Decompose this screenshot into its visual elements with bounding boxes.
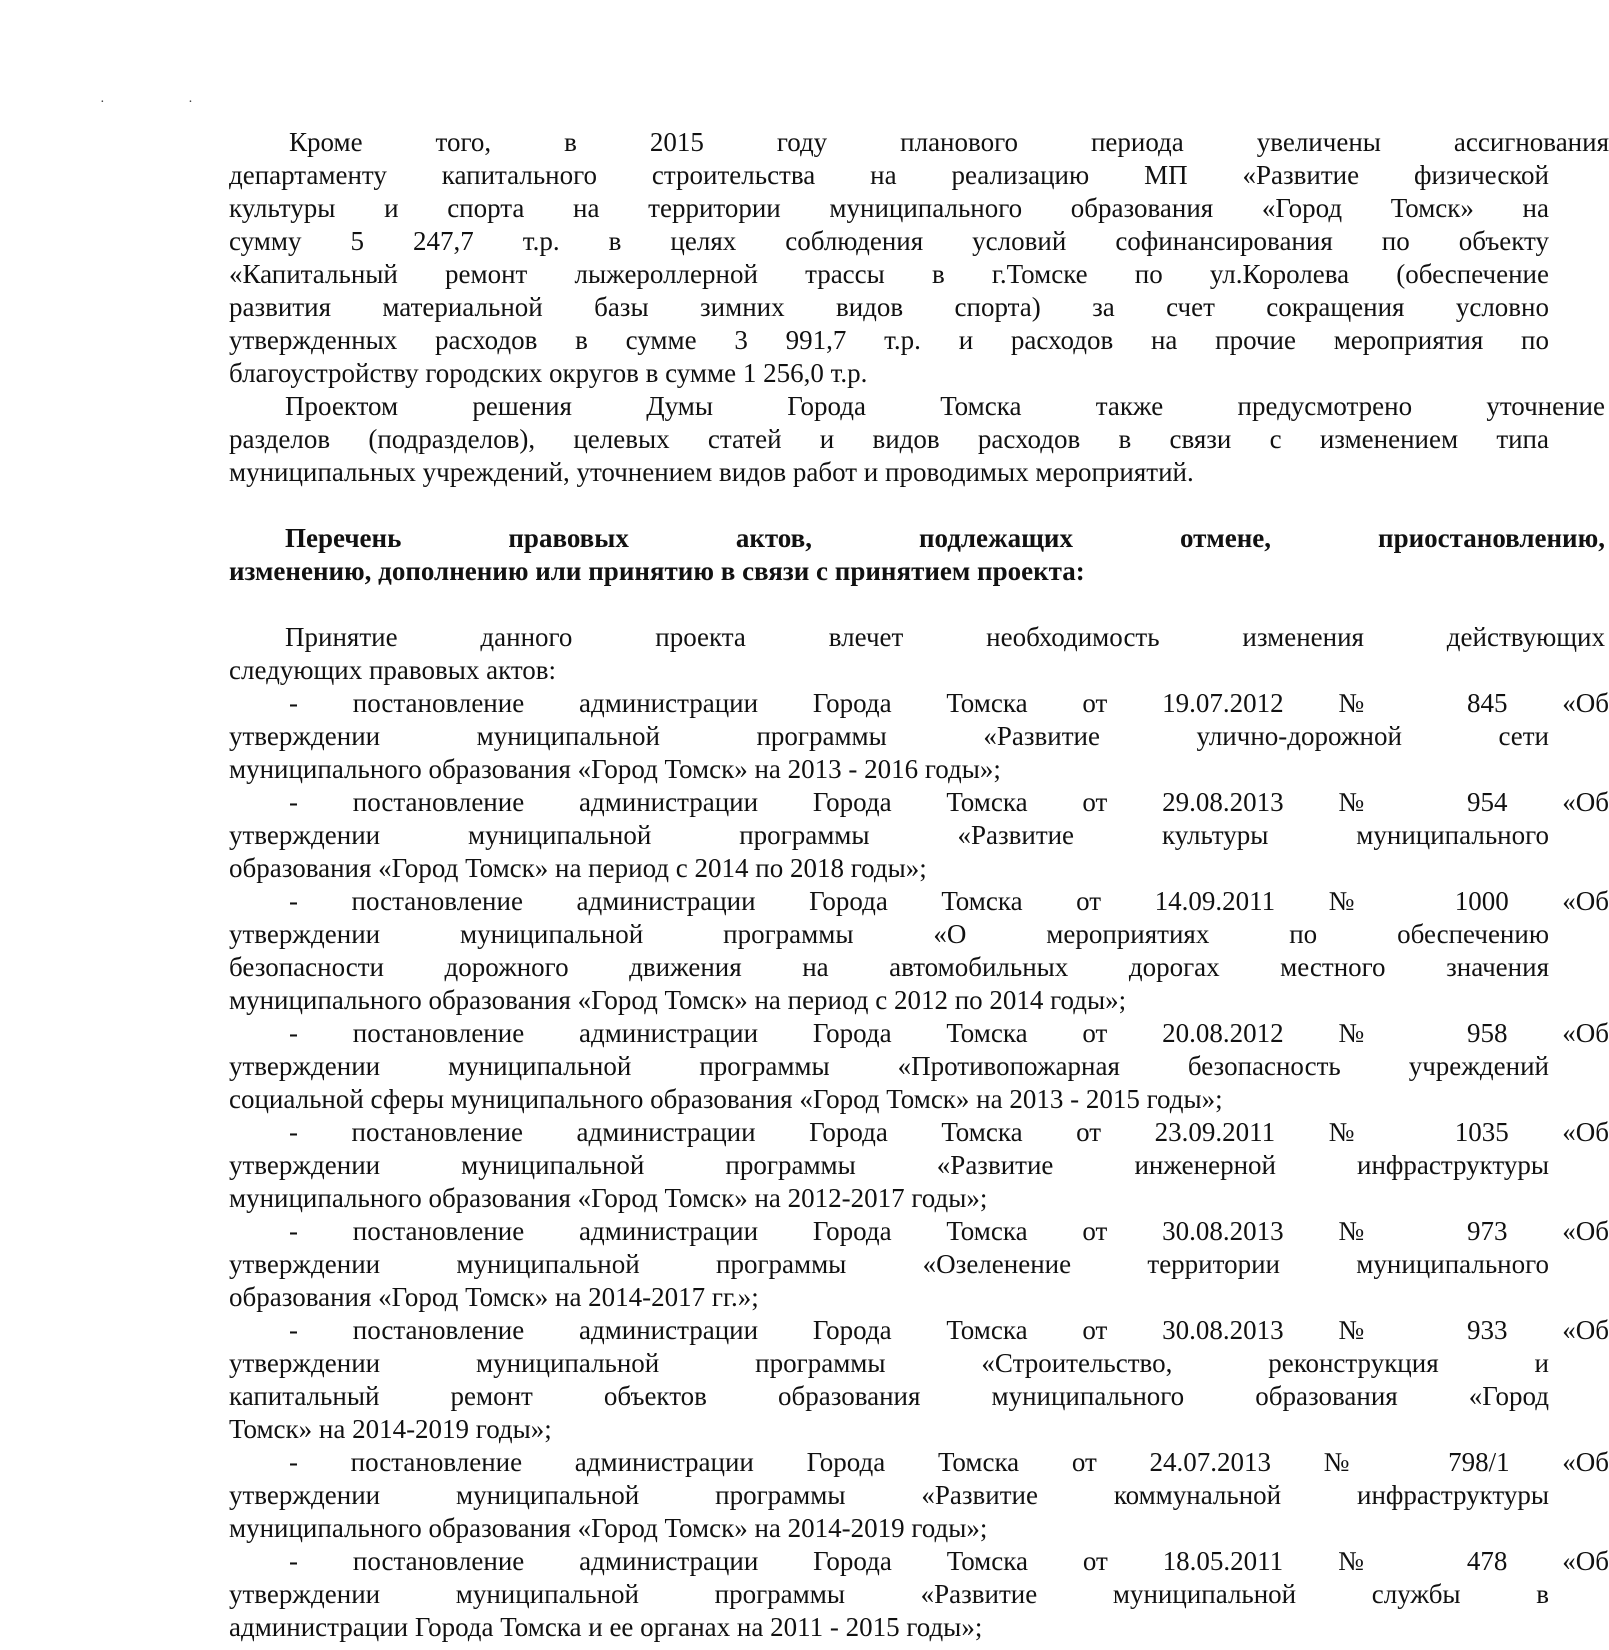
heading-line: Перечень правовых актов, подлежащих отмене, приостановлению, bbox=[285, 523, 1605, 553]
text-line: - постановление администрации Города Томска от 24.07.2013 № 798/1 «Об bbox=[289, 1447, 1609, 1477]
text-line: Кроме того, в 2015 году планового периода увеличены ассигнования bbox=[289, 127, 1609, 157]
text-line: муниципального образования «Город Томск» на 2014-2019 годы»; bbox=[229, 1513, 988, 1543]
text-line: утверждении муниципальной программы «Озеленение территории муниципального bbox=[229, 1249, 1549, 1279]
text-line: - постановление администрации Города Томска от 29.08.2013 № 954 «Об bbox=[289, 787, 1609, 817]
text-line: - постановление администрации Города Томска от 30.08.2013 № 973 «Об bbox=[289, 1216, 1609, 1246]
text-line: муниципальных учреждений, уточнением видов работ и проводимых мероприятий. bbox=[229, 457, 1194, 487]
list-item bbox=[229, 885, 1609, 1017]
text-line: следующих правовых актов: bbox=[229, 655, 557, 685]
list-item bbox=[229, 1215, 1609, 1314]
paragraph-clarification bbox=[229, 390, 1605, 489]
list-item bbox=[229, 687, 1609, 786]
text-line: муниципального образования «Город Томск» на 2013 - 2016 годы»; bbox=[229, 754, 1001, 784]
section-heading bbox=[229, 522, 1605, 588]
text-line: администрации Города Томска и ее органах на 2011 - 2015 годы»; bbox=[229, 1612, 983, 1642]
list-item bbox=[229, 1017, 1609, 1116]
text-line: капитальный ремонт объектов образования муниципального образования «Город bbox=[229, 1381, 1549, 1411]
text-line: - постановление администрации Города Томска от 19.07.2012 № 845 «Об bbox=[289, 688, 1609, 718]
text-line: муниципального образования «Город Томск» на 2012-2017 годы»; bbox=[229, 1183, 988, 1213]
list-item bbox=[229, 786, 1609, 885]
text-line: социальной сферы муниципального образования «Город Томск» на 2013 - 2015 годы»; bbox=[229, 1084, 1223, 1114]
document-body bbox=[229, 126, 1609, 1644]
text-line: «Капитальный ремонт лыжероллерной трассы в г.Томске по ул.Королева (обеспечение bbox=[229, 259, 1549, 289]
text-line: - постановление администрации Города Томска от 30.08.2013 № 933 «Об bbox=[289, 1315, 1609, 1345]
text-line: безопасности дорожного движения на автомобильных дорогах местного значения bbox=[229, 952, 1549, 982]
list-item bbox=[229, 1446, 1609, 1545]
paragraph-allocations bbox=[229, 126, 1609, 390]
text-line: - постановление администрации Города Томска от 23.09.2011 № 1035 «Об bbox=[289, 1117, 1609, 1147]
text-line: образования «Город Томск» на 2014-2017 гг.»; bbox=[229, 1282, 759, 1312]
spacer bbox=[229, 588, 1275, 621]
text-line: сумму 5 247,7 т.р. в целях соблюдения условий софинансирования по объекту bbox=[229, 226, 1549, 256]
text-line: утверждении муниципальной программы «Строительство, реконструкция и bbox=[229, 1348, 1549, 1378]
list-item bbox=[229, 1116, 1609, 1215]
text-line: - постановление администрации Города Томска от 18.05.2011 № 478 «Об bbox=[289, 1546, 1609, 1576]
text-line: утвержденных расходов в сумме 3 991,7 т.р. и расходов на прочие мероприятия по bbox=[229, 325, 1549, 355]
text-line: утверждении муниципальной программы «Развитие инженерной инфраструктуры bbox=[229, 1150, 1549, 1180]
text-line: утверждении муниципальной программы «Развитие культуры муниципального bbox=[229, 820, 1549, 850]
text-line: Томск» на 2014-2019 годы»; bbox=[229, 1414, 552, 1444]
text-line: Проектом решения Думы Города Томска также предусмотрено уточнение bbox=[285, 391, 1605, 421]
text-line: утверждении муниципальной программы «Развитие муниципальной службы в bbox=[229, 1579, 1549, 1609]
list-item bbox=[229, 1545, 1609, 1644]
text-line: утверждении муниципальной программы «Развитие улично-дорожной сети bbox=[229, 721, 1549, 751]
text-line: развития материальной базы зимних видов спорта) за счет сокращения условно bbox=[229, 292, 1549, 322]
heading-line: изменению, дополнению или принятию в связи с принятием проекта: bbox=[229, 556, 1085, 586]
text-line: разделов (подразделов), целевых статей и видов расходов в связи с изменением типа bbox=[229, 424, 1549, 454]
text-line: департаменту капитального строительства на реализацию МП «Развитие физической bbox=[229, 160, 1549, 190]
paragraph-intro-acts bbox=[229, 621, 1605, 687]
spacer bbox=[229, 489, 1275, 522]
text-line: муниципального образования «Город Томск» на период с 2012 по 2014 годы»; bbox=[229, 985, 1127, 1015]
text-line: утверждении муниципальной программы «Противопожарная безопасность учреждений bbox=[229, 1051, 1549, 1081]
text-line: утверждении муниципальной программы «О мероприятиях по обеспечению bbox=[229, 919, 1549, 949]
text-line: культуры и спорта на территории муниципального образования «Город Томск» на bbox=[229, 193, 1549, 223]
text-line: утверждении муниципальной программы «Развитие коммунальной инфраструктуры bbox=[229, 1480, 1549, 1510]
text-line: - постановление администрации Города Томска от 14.09.2011 № 1000 «Об bbox=[289, 886, 1609, 916]
text-line: благоустройству городских округов в сумме 1 256,0 т.р. bbox=[229, 358, 868, 388]
list-item bbox=[229, 1314, 1609, 1446]
acts-list bbox=[229, 687, 1609, 1644]
text-line: - постановление администрации Города Томска от 20.08.2012 № 958 «Об bbox=[289, 1018, 1609, 1048]
text-line: образования «Город Томск» на период с 2014 по 2018 годы»; bbox=[229, 853, 927, 883]
text-line: Принятие данного проекта влечет необходимость изменения действующих bbox=[285, 622, 1605, 652]
scan-specks: · · bbox=[100, 95, 233, 110]
